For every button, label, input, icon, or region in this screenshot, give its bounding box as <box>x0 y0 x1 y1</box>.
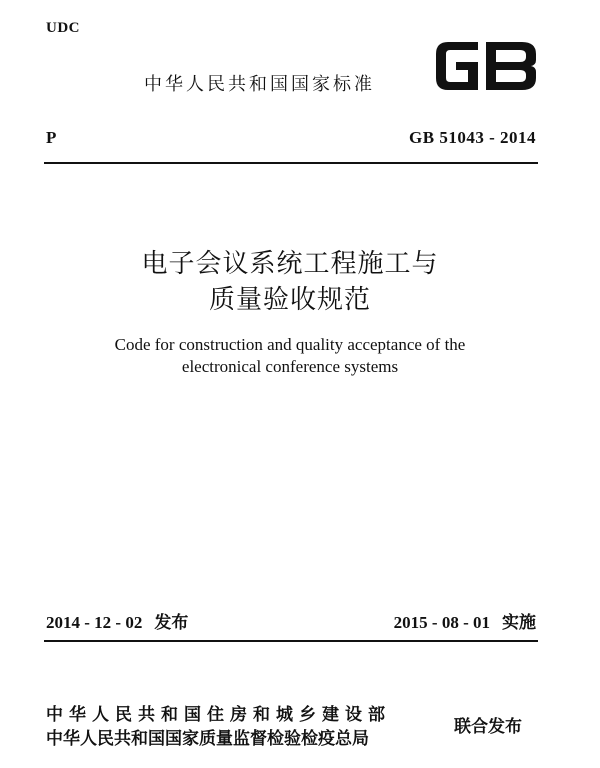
udc-label: UDC <box>46 20 80 36</box>
gb-logo-graphic <box>432 40 540 92</box>
issuer-aqsiq: 中华人民共和国国家质量监督检验检疫总局 <box>46 729 369 749</box>
title-english-line2: electronical conference systems <box>181 357 399 376</box>
gb-logo <box>432 40 540 92</box>
classification-code: P <box>46 128 57 147</box>
issue-date-block <box>46 608 188 633</box>
issuer-ministry: 中华人民共和国住房和城乡建设部 <box>46 705 391 725</box>
joint-issue-label: 联合发布 <box>454 717 522 737</box>
implement-date-block <box>394 608 536 633</box>
title-english-line1: Code for construction and quality acceptance of the <box>114 335 466 354</box>
implement-label: 实施 <box>502 613 536 633</box>
standard-number: GB 51043 - 2014 <box>409 128 536 147</box>
issue-date: 2014 - 12 - 02 <box>46 613 143 632</box>
top-divider <box>44 162 538 164</box>
national-standard-heading: 中华人民共和国国家标准 <box>144 74 375 95</box>
title-chinese-line1: 电子会议系统工程施工与 <box>141 249 439 279</box>
bottom-divider <box>44 640 538 642</box>
issue-label: 发布 <box>154 613 189 633</box>
title-chinese-line2: 质量验收规范 <box>208 285 371 315</box>
implement-date: 2015 - 08 - 01 <box>393 613 490 632</box>
